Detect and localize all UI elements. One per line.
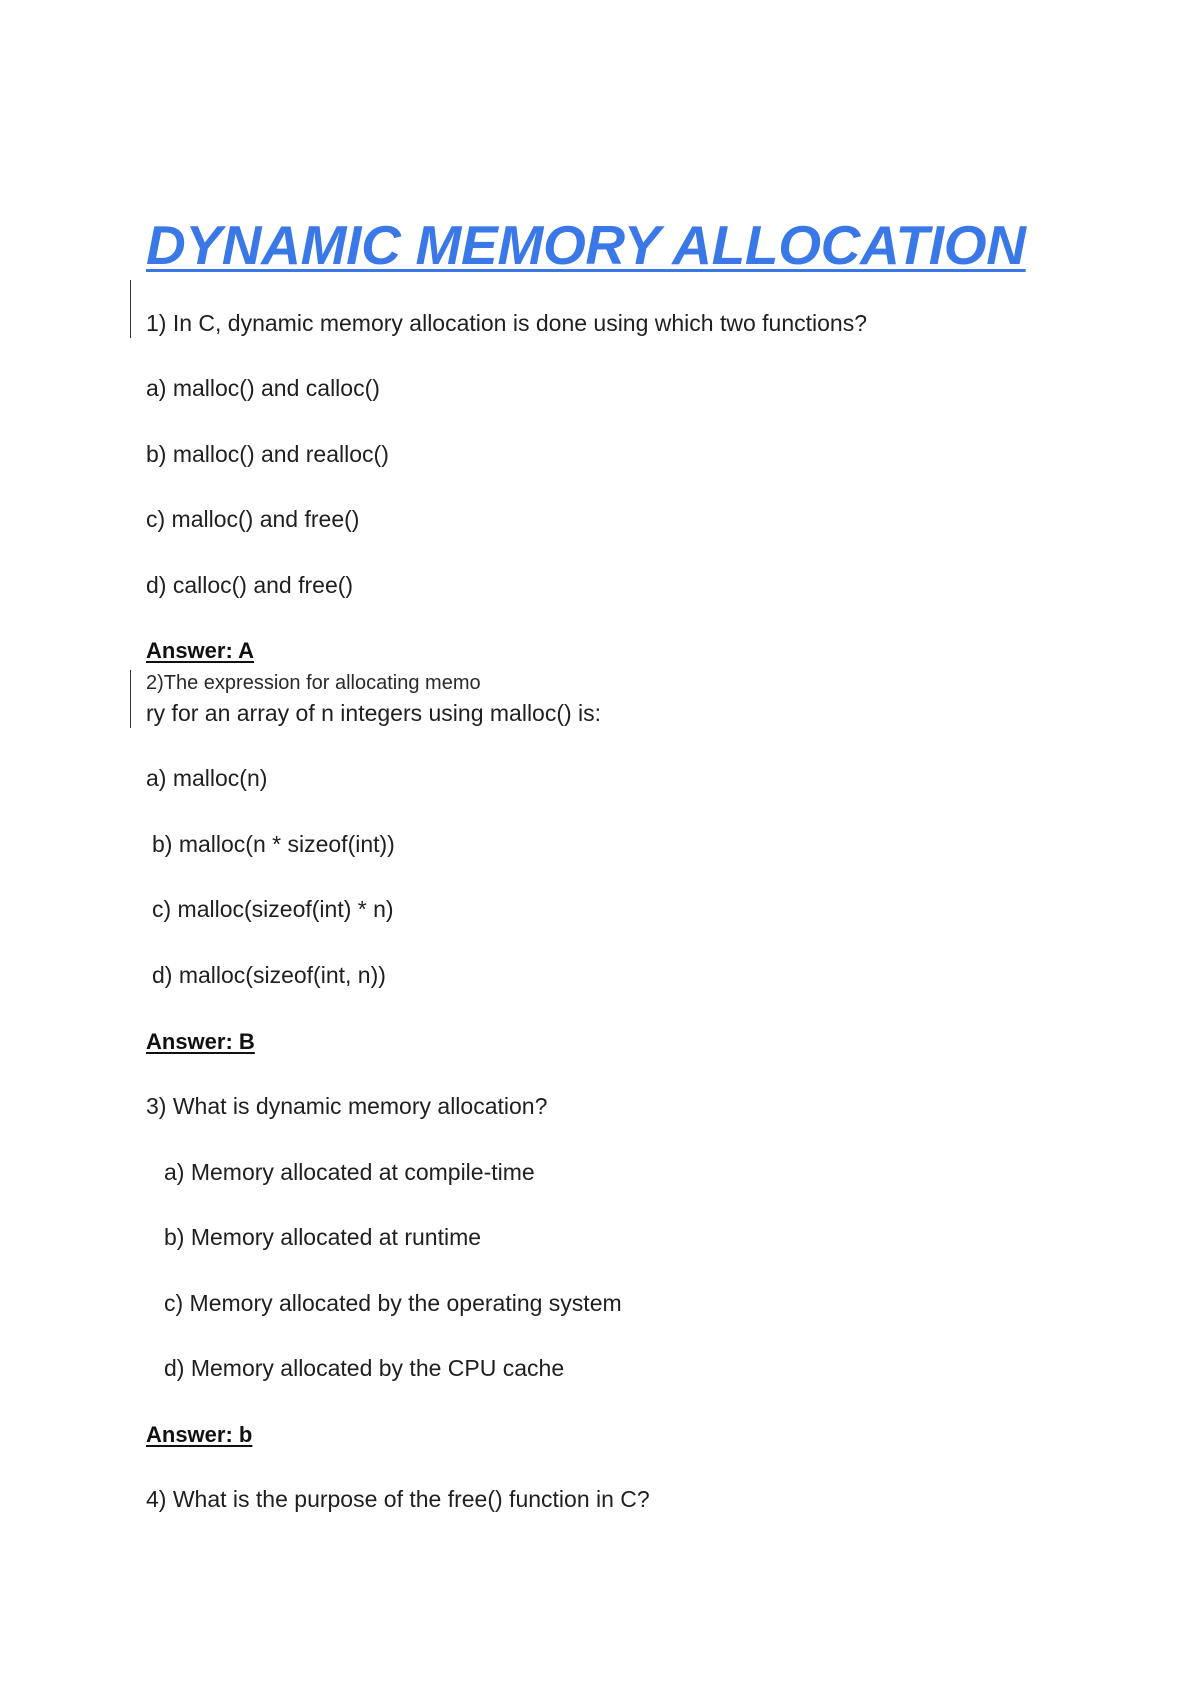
q3-answer: Answer: b [146, 1422, 253, 1447]
q1-answer: Answer: A [146, 638, 254, 663]
edit-cursor-bar [130, 280, 131, 338]
question-2-part2: ry for an array of n integers using malloc() is: [146, 700, 602, 726]
edit-cursor-bar [130, 670, 131, 728]
q3-option-c: c) Memory allocated by the operating system [164, 1290, 622, 1316]
q2-option-a: a) malloc(n) [146, 765, 268, 791]
q2-option-b: b) malloc(n * sizeof(int)) [152, 831, 395, 857]
q1-option-d: d) calloc() and free() [146, 572, 354, 598]
page-title: DYNAMIC MEMORY ALLOCATION [146, 214, 1026, 276]
q1-option-b: b) malloc() and realloc() [146, 441, 389, 467]
q2-answer: Answer: B [146, 1029, 255, 1054]
q2-option-c: c) malloc(sizeof(int) * n) [152, 896, 394, 922]
question-4: 4) What is the purpose of the free() function in C? [146, 1486, 650, 1512]
q3-option-b: b) Memory allocated at runtime [164, 1224, 482, 1250]
q1-option-c: c) malloc() and free() [146, 506, 360, 532]
question-1: 1) In C, dynamic memory allocation is done using which two functions? [146, 310, 868, 336]
q2-option-d: d) malloc(sizeof(int, n)) [152, 962, 386, 988]
q1-option-a: a) malloc() and calloc() [146, 375, 380, 401]
question-2-part1: 2)The expression for allocating memo [146, 672, 481, 694]
q3-option-a: a) Memory allocated at compile-time [164, 1159, 535, 1185]
question-3: 3) What is dynamic memory allocation? [146, 1093, 548, 1119]
q3-option-d: d) Memory allocated by the CPU cache [164, 1355, 565, 1381]
